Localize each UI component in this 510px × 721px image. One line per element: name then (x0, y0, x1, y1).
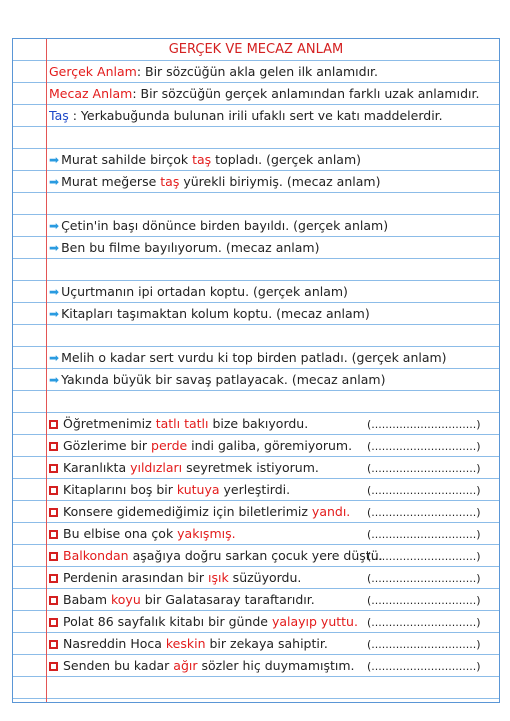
worksheet-page (12, 38, 500, 703)
checkbox-icon (49, 574, 58, 583)
answer-blank[interactable]: (..............................) (367, 440, 481, 453)
answer-blank[interactable]: (..............................) (367, 660, 481, 673)
example-text: yürekli biriymiş. (mecaz anlam) (179, 174, 381, 189)
exercise-text: bize bakıyordu. (208, 416, 309, 431)
exercise-text: bir zekaya sahiptir. (205, 636, 328, 651)
exercise-item (49, 435, 495, 457)
exercise-text: süzüyordu. (228, 570, 302, 585)
exercise-item (49, 655, 495, 677)
exercise-text: indi galiba, göremiyorum. (187, 438, 353, 453)
arrow-icon: ➡ (49, 175, 60, 189)
checkbox-icon (49, 530, 58, 539)
answer-blank[interactable]: (..............................) (367, 638, 481, 651)
exercise-sentence (49, 611, 367, 633)
exercise-text: Babam (63, 592, 111, 607)
exercise-text: Kitaplarını boş bir (63, 482, 177, 497)
definition-text: : Bir sözcüğün akla gelen ilk anlamıdır. (136, 64, 379, 79)
exercise-text: yerleştirdi. (219, 482, 291, 497)
example-text: Murat sahilde birçok (61, 152, 193, 167)
exercise-keyword: yalayıp yuttu. (271, 614, 358, 629)
exercise-keyword: kutuya (176, 482, 220, 497)
worksheet-title: GERÇEK VE MECAZ ANLAM (168, 42, 344, 57)
exercise-item (49, 589, 495, 611)
checkbox-icon (49, 486, 58, 495)
exercise-item (49, 523, 495, 545)
arrow-icon: ➡ (49, 285, 60, 299)
example-sentence (49, 237, 495, 259)
exercise-sentence (49, 633, 367, 655)
exercise-item (49, 457, 495, 479)
exercise-item (49, 567, 495, 589)
exercise-item (49, 413, 495, 435)
checkbox-icon (49, 596, 58, 605)
definition-term: Taş (49, 108, 69, 123)
exercise-keyword: perde (151, 438, 188, 453)
answer-blank[interactable]: (..............................) (367, 506, 481, 519)
example-keyword: taş (192, 152, 212, 167)
arrow-icon: ➡ (49, 373, 60, 387)
exercise-item (49, 479, 495, 501)
arrow-icon: ➡ (49, 153, 60, 167)
exercise-item (49, 501, 495, 523)
definition-text: : Yerkabuğunda bulunan irili ufaklı sert ve katı maddelerdir. (68, 108, 443, 123)
example-sentence (49, 369, 495, 391)
answer-blank[interactable]: (..............................) (367, 528, 481, 541)
exercise-keyword: ağır (173, 658, 198, 673)
definition-term: Mecaz Anlam (49, 86, 133, 101)
exercise-text: Konsere gidemediğimiz için biletlerimiz (63, 504, 312, 519)
definition-line (49, 61, 495, 83)
answer-blank[interactable]: (..............................) (367, 594, 481, 607)
checkbox-icon (49, 508, 58, 517)
exercise-sentence (49, 457, 367, 479)
exercise-sentence (49, 413, 367, 435)
exercise-text: Senden bu kadar (63, 658, 174, 673)
exercise-text: aşağıya doğru sarkan çocuk yere düştü. (128, 548, 383, 563)
example-sentence (49, 347, 495, 369)
example-text: Ben bu filme bayılıyorum. (mecaz anlam) (61, 240, 320, 255)
exercise-sentence (49, 545, 383, 567)
exercise-sentence (49, 567, 367, 589)
example-sentence (49, 303, 495, 325)
exercise-keyword: tatlı tatlı (155, 416, 209, 431)
checkbox-icon (49, 442, 58, 451)
answer-blank[interactable]: (..............................) (367, 572, 481, 585)
exercise-item (49, 545, 495, 567)
example-keyword: taş (160, 174, 180, 189)
arrow-icon: ➡ (49, 307, 60, 321)
answer-blank[interactable]: (..............................) (367, 418, 481, 431)
arrow-icon: ➡ (49, 351, 60, 365)
exercise-keyword: yıldızları (130, 460, 183, 475)
exercise-keyword: ışık (208, 570, 229, 585)
example-text: Çetin'in başı dönünce birden bayıldı. (gerçek anlam) (61, 218, 389, 233)
example-text: Uçurtmanın ipi ortadan koptu. (gerçek anlam) (61, 284, 348, 299)
example-sentence (49, 171, 495, 193)
example-text: Yakında büyük bir savaş patlayacak. (mecaz anlam) (61, 372, 386, 387)
example-text: Melih o kadar sert vurdu ki top birden patladı. (gerçek anlam) (61, 350, 447, 365)
checkbox-icon (49, 618, 58, 627)
exercise-text: sözler hiç duymamıştım. (197, 658, 355, 673)
exercise-text: Karanlıkta (63, 460, 131, 475)
checkbox-icon (49, 662, 58, 671)
definition-line (49, 83, 495, 105)
exercise-keyword: yakışmış. (177, 526, 236, 541)
definition-text: : Bir sözcüğün gerçek anlamından farklı uzak anlamıdır. (132, 86, 480, 101)
checkbox-icon (49, 420, 58, 429)
checkbox-icon (49, 640, 58, 649)
exercise-item (49, 633, 495, 655)
answer-blank[interactable]: (..............................) (367, 484, 481, 497)
exercise-sentence (49, 501, 367, 523)
example-text: topladı. (gerçek anlam) (211, 152, 362, 167)
exercise-sentence (49, 523, 367, 545)
exercise-keyword: keskin (165, 636, 206, 651)
example-sentence (49, 215, 495, 237)
exercise-text: Perdenin arasından bir (63, 570, 208, 585)
example-sentence (49, 149, 495, 171)
exercise-text: Gözlerime bir (63, 438, 152, 453)
exercise-text: Polat 86 sayfalık kitabı bir günde (63, 614, 272, 629)
exercise-text: seyretmek istiyorum. (182, 460, 319, 475)
exercise-keyword: koyu (110, 592, 141, 607)
exercise-item (49, 611, 495, 633)
exercise-sentence (49, 479, 367, 501)
exercise-text: bir Galatasaray taraftarıdır. (140, 592, 315, 607)
example-text: Kitapları taşımaktan kolum koptu. (mecaz anlam) (61, 306, 370, 321)
definition-term: Gerçek Anlam (49, 64, 137, 79)
definition-line (49, 105, 495, 127)
margin-line (46, 39, 47, 702)
answer-blank[interactable]: (..............................) (367, 616, 481, 629)
answer-blank[interactable]: (..............................) (367, 462, 481, 475)
exercise-sentence (49, 589, 367, 611)
arrow-icon: ➡ (49, 219, 60, 233)
answer-blank[interactable]: (..............................) (367, 550, 481, 563)
exercise-keyword: yandı. (311, 504, 351, 519)
exercise-text: Öğretmenimiz (63, 416, 156, 431)
exercise-sentence (49, 655, 367, 677)
exercise-text: Nasreddin Hoca (63, 636, 166, 651)
checkbox-icon (49, 464, 58, 473)
example-sentence (49, 281, 495, 303)
example-text: Murat meğerse (61, 174, 161, 189)
checkbox-icon (49, 552, 58, 561)
exercise-sentence (49, 435, 367, 457)
exercise-keyword: Balkondan (63, 548, 129, 563)
arrow-icon: ➡ (49, 241, 60, 255)
exercise-text: Bu elbise ona çok (63, 526, 178, 541)
